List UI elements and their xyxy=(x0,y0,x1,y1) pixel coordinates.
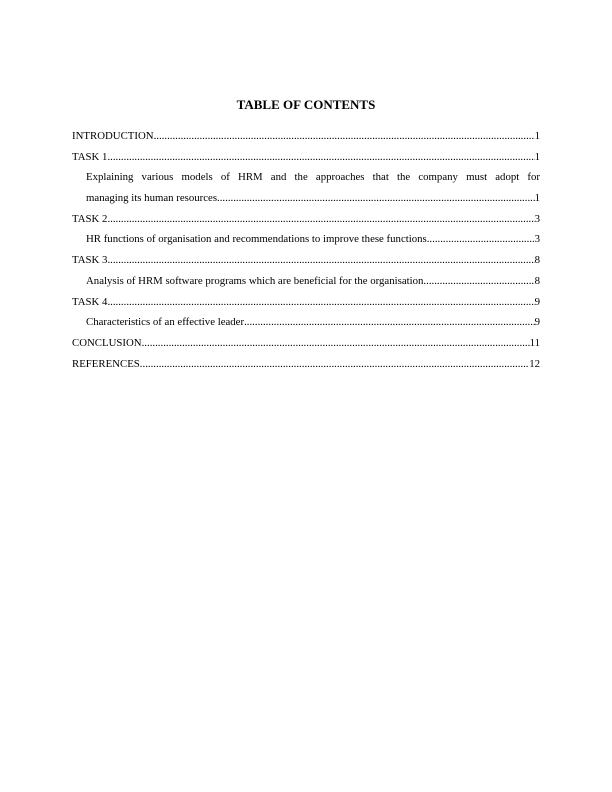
dot-leader xyxy=(107,292,534,313)
toc-entry-label: REFERENCES xyxy=(72,357,140,370)
table-of-contents xyxy=(72,126,540,374)
dot-leader xyxy=(217,188,535,209)
toc-entry-label: TASK 1 xyxy=(72,150,108,163)
toc-entry-page: 1 xyxy=(534,192,540,205)
dot-leader xyxy=(107,250,534,271)
toc-entry-task-2[interactable] xyxy=(72,209,540,230)
toc-entry-label: Characteristics of an effective leader xyxy=(86,316,245,329)
dot-leader xyxy=(427,229,535,250)
toc-entry-task-1[interactable] xyxy=(72,147,540,168)
toc-entry-label: HR functions of organisation and recommendations to improve these functions xyxy=(86,233,427,246)
toc-entry-hrm-software[interactable] xyxy=(72,271,540,292)
toc-entry-page: 8 xyxy=(534,254,540,267)
toc-entry-hrm-models[interactable] xyxy=(72,167,540,208)
toc-entry-page: 3 xyxy=(534,212,540,225)
toc-entry-label: CONCLUSION xyxy=(72,336,142,349)
toc-entry-hr-functions[interactable] xyxy=(72,229,540,250)
toc-entry-page: 3 xyxy=(534,233,540,246)
toc-entry-label-line1: Explaining various models of HRM and the approaches that the company must adopt for xyxy=(86,171,540,184)
toc-entry-second-line xyxy=(86,188,540,209)
toc-entry-references[interactable] xyxy=(72,354,540,375)
toc-entry-task-4[interactable] xyxy=(72,292,540,313)
dot-leader xyxy=(107,147,534,168)
dot-leader xyxy=(107,209,534,230)
toc-entry-label-line2: managing its human resources xyxy=(86,192,218,205)
dot-leader xyxy=(140,354,529,375)
toc-entry-conclusion[interactable] xyxy=(72,333,540,354)
toc-entry-page: 1 xyxy=(534,150,540,163)
toc-entry-page: 11 xyxy=(529,336,540,349)
dot-leader xyxy=(154,126,535,147)
toc-entry-label: Analysis of HRM software programs which are beneficial for the organisation xyxy=(86,274,424,287)
toc-entry-label: TASK 3 xyxy=(72,254,108,267)
toc-entry-page: 9 xyxy=(534,316,540,329)
toc-entry-page: 8 xyxy=(534,274,540,287)
dot-leader xyxy=(244,312,535,333)
dot-leader xyxy=(423,271,534,292)
dot-leader xyxy=(142,333,530,354)
toc-entry-label: INTRODUCTION xyxy=(72,130,154,142)
toc-title: TABLE OF CONTENTS xyxy=(236,97,376,112)
toc-entry-task-3[interactable] xyxy=(72,250,540,271)
toc-entry-label: TASK 2 xyxy=(72,212,108,225)
toc-entry-page: 9 xyxy=(534,295,540,308)
toc-entry-introduction[interactable] xyxy=(72,126,540,147)
toc-entry-page: 12 xyxy=(529,357,540,370)
toc-entry-page: 1 xyxy=(534,130,540,142)
toc-entry-effective-leader[interactable] xyxy=(72,312,540,333)
toc-entry-label: TASK 4 xyxy=(72,295,108,308)
